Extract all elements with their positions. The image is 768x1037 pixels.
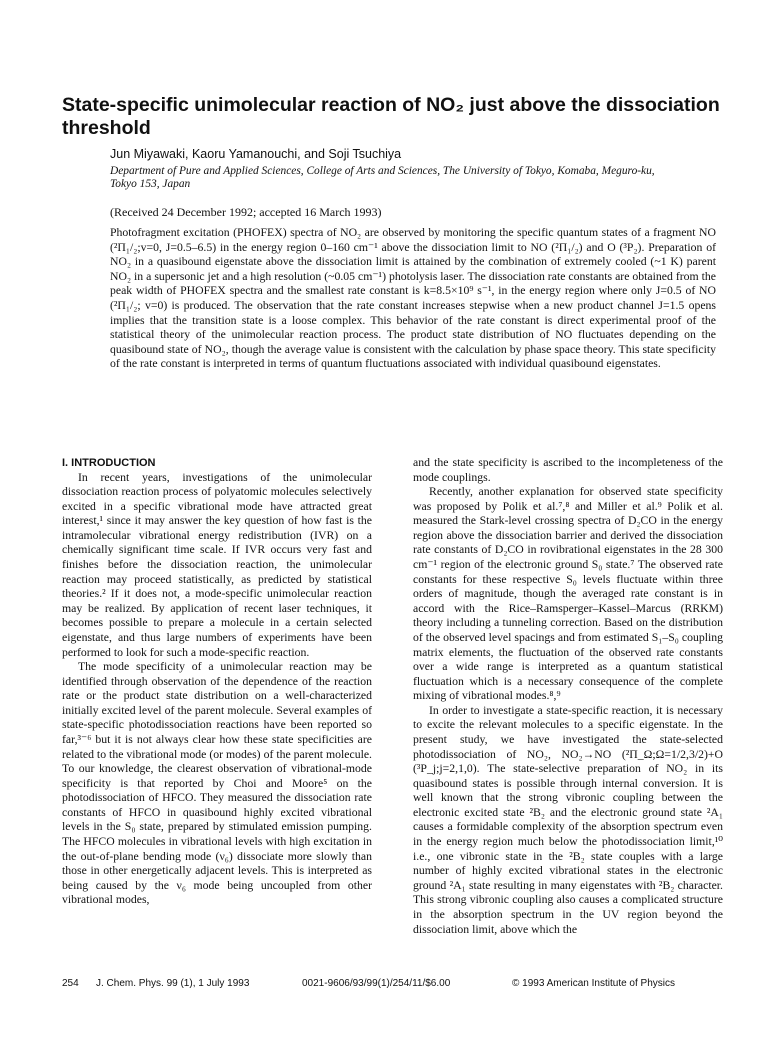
journal-citation: J. Chem. Phys. 99 (1), 1 July 1993 <box>96 978 250 989</box>
paragraph: In recent years, investigations of the unimolecular dissociation reaction process of polyatomic molecules selectively excited in a specific vibrational mode have attracted great interest,¹ since it may answer the key question of how fast is the intramolecular vibrational energy redistribution (IVR) on a chemically significant time scale. If IVR occurs very fast and finishes before the dissociation reaction, the unimolecular reaction may proceed statistically, as predicted by statistical theories.² If it does not, a mode-specific unimolecular reaction may be realized. By application of recent laser techniques, it becomes possible to prepare a molecule in a certain selected eigenstate, and thus large numbers of experiments have been performed to look for such a mode-specific reaction. <box>62 470 372 659</box>
received-dates: (Received 24 December 1992; accepted 16 March 1993) <box>110 205 382 219</box>
article-title: State-specific unimolecular reaction of NO₂ just above the dissociation threshold <box>62 94 720 139</box>
body-column-left <box>62 456 372 908</box>
paragraph: and the state specificity is ascribed to the incompleteness of the mode couplings. <box>413 456 723 484</box>
paragraph: Recently, another explanation for observed state specificity was proposed by Polik et al.⁷,⁸ and Miller et al.⁹ Polik et al. measured the Stark-level crossing spectra of D₂CO in the energy region above the dissociation barrier and derived the dissociation rate constants of D₂CO in rovibrational eigenstates in the 28 300 cm⁻¹ region of the electronic ground S₀ state.⁷ The observed rate constants for these respective S₀ levels fluctuate within three orders of magnitude, though the averaged rate constant is in accord with the Rice–Ramsperger–Kassel–Marcus (RRKM) theory including a tunneling correction. Based on the distribution of the observed level spacings and from estimated S₁–S₀ coupling matrix elements, the fluctuation of the observed rate constants over a wide range is interpreted as a quantum statistical fluctuation which is a necessary consequence of the complete mixing of vibrational modes.⁸,⁹ <box>413 485 723 703</box>
section-heading: I. INTRODUCTION <box>62 457 156 469</box>
paragraph: In order to investigate a state-specific reaction, it is necessary to excite the relevant molecules to a specific eigenstate. In the present study, we have investigated the state-selected photodissociation of NO₂, NO₂→NO (²Π_Ω;Ω=1/2,3/2)+O (³P_j;j=2,1,0). The state-selective preparation of NO₂ in its quasibound states is possible through internal conversion. It is well known that the strong vibronic coupling between the electronic excited state ²B₂ and the electronic ground state ²A₁ causes a formidable complexity of the absorption spectrum even in the energy region much below the photodissociation limit,¹⁰ i.e., one vibronic state in the ²B₂ state couples with a large number of highly excited vibrational states in the electronic ground ²A₁ state resulting in many eigenstates with ²B₂ character. This strong vibronic coupling also causes a complicated structure in the absorption spectrum in the UV region beyond the dissociation limit, above which the <box>413 703 723 936</box>
body-column-right <box>413 456 723 937</box>
affiliation: Department of Pure and Applied Sciences, College of Arts and Sciences, The University of Tokyo, Komaba, Meguro-ku, Tokyo 153, Japan <box>110 165 655 190</box>
copyright: © 1993 American Institute of Physics <box>512 978 676 989</box>
article-code: 0021-9606/93/99(1)/254/11/$6.00 <box>302 978 451 989</box>
paragraph: The mode specificity of a unimolecular reaction may be identified through observation of the dependence of the reaction rate or the product state distribution on a well-characterized initially excited level of the parent molecule. Several examples of state-specific photodissociation reactions have been reported so far,³⁻⁶ but it is not always clear how these state specificities are related to the vibrational mode (or modes) of the parent molecule. To our knowledge, the clearest observation of vibrational-mode specificity is that reported by Choi and Moore⁵ on the photodissociation of HFCO. They measured the dissociation rate constants of HFCO in quasibound highly excited vibrational levels in the S₀ state, prepared by stimulated emission pumping. The HFCO molecules in vibrational levels with high excitation in the out-of-plane bending mode (ν₆) dissociate more slowly than those in other energetically adjacent levels. This is interpreted as being caused by the ν₆ mode being uncoupled from other vibrational modes, <box>62 660 372 907</box>
abstract: Photofragment excitation (PHOFEX) spectra of NO₂ are observed by monitoring the specific quantum states of a fragment NO (²Π₁/₂;v=0, J=0.5–6.5) in the energy region 0–160 cm⁻¹ above the dissociation limit to NO (²Π₁/₂) and O (³P₂). Preparation of NO₂ in a quasibound eigenstate above the dissociation limit is attained by the combination of extremely cooled (~1 K) parent NO₂ in a supersonic jet and a high resolution (~0.05 cm⁻¹) photolysis laser. The dissociation rate constants are obtained from the peak width of PHOFEX spectra and the smallest rate constant is k=8.5×10⁹ s⁻¹, in the energy region where only J=0.5 of NO (²Π₁/₂; v=0) is produced. The observation that the rate constant increases stepwise when a new product channel J=1.5 opens implies that the transition state is a loose complex. This behavior of the rate constant is direct experimental proof of the statistical theory of the unimolecular reaction process. The product state distribution of NO fluctuates depending on the quasibound state of NO₂, though the average value is consistent with the calculation by phase space theory. This state specificity of the rate constant is interpreted in terms of quantum fluctuations associated with individual quasibound eigenstates. <box>110 226 716 371</box>
page-number: 254 <box>62 978 79 989</box>
author-list: Jun Miyawaki, Kaoru Yamanouchi, and Soji Tsuchiya <box>110 147 402 161</box>
